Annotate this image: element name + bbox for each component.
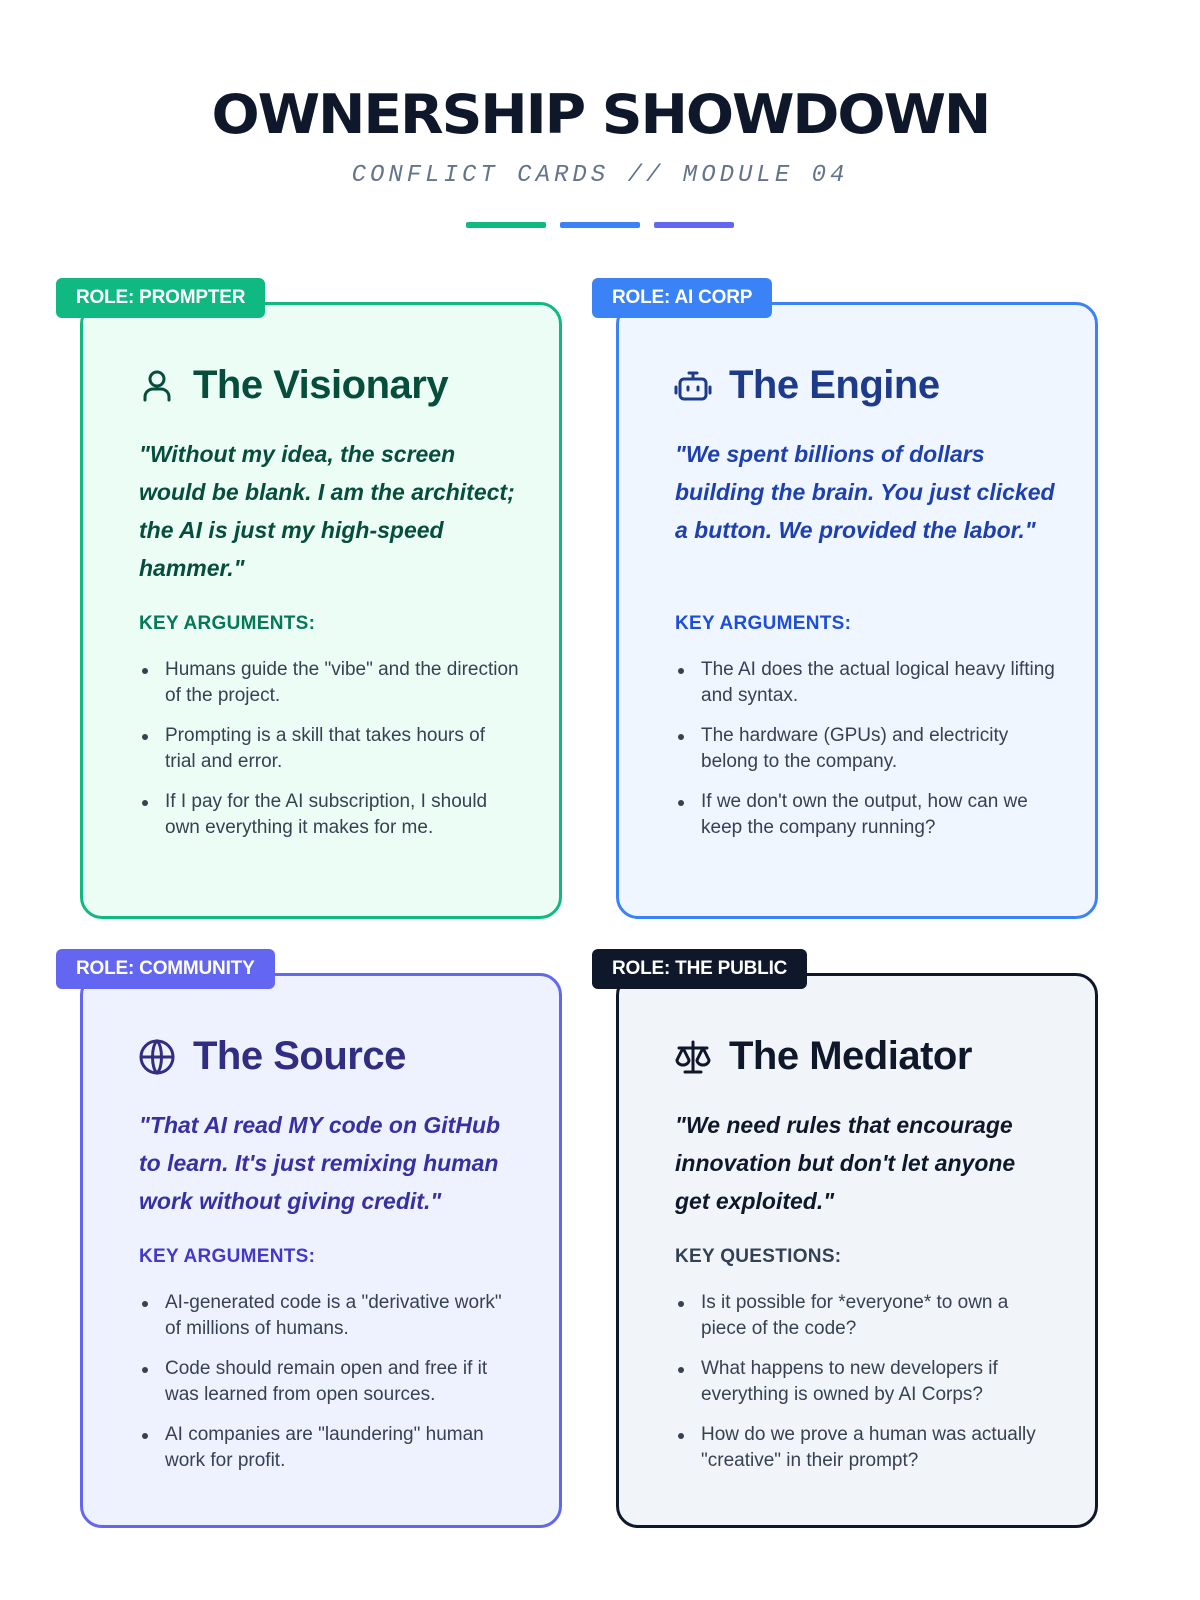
question-list: [675, 1290, 1055, 1488]
card-quote: "Without my idea, the screen would be blank. I am the architect; the AI is just my high-speed hammer.": [139, 441, 515, 581]
section-label: KEY ARGUMENTS:: [139, 613, 316, 634]
card-title: [137, 363, 448, 408]
card-engine: [616, 302, 1098, 919]
card-quote: "That AI read MY code on GitHub to learn. It's just remixing human work without giving credit.": [139, 1112, 501, 1214]
list-item: If I pay for the AI subscription, I should own everything it makes for me.: [139, 789, 519, 841]
section-label: KEY QUESTIONS:: [675, 1246, 842, 1267]
list-item: Code should remain open and free if it was learned from open sources.: [139, 1356, 519, 1408]
robot-icon: [673, 366, 713, 406]
role-tag-public: ROLE: THE PUBLIC: [592, 949, 807, 989]
list-item: How do we prove a human was actually "creative" in their prompt?: [675, 1422, 1055, 1474]
role-tag-prompter: ROLE: PROMPTER: [56, 278, 265, 318]
card-visionary: [80, 302, 562, 919]
card-quote: "We need rules that encourage innovation but don't let anyone get exploited.": [675, 1112, 1016, 1214]
section-label: KEY ARGUMENTS:: [675, 613, 852, 634]
card-title: [673, 363, 940, 408]
card-mediator: [616, 973, 1098, 1528]
accent-bars: [0, 222, 1200, 228]
list-item: The hardware (GPUs) and electricity belong to the company.: [675, 723, 1055, 775]
page-subtitle: CONFLICT CARDS // MODULE 04: [351, 162, 849, 189]
role-tag-ai-corp: ROLE: AI CORP: [592, 278, 772, 318]
list-item: If we don't own the output, how can we keep the company running?: [675, 789, 1055, 841]
card-title-text: The Engine: [729, 363, 940, 407]
list-item: Prompting is a skill that takes hours of trial and error.: [139, 723, 519, 775]
accent-bar-blue: [560, 222, 640, 228]
role-tag-community: ROLE: COMMUNITY: [56, 949, 275, 989]
card-quote: "We spent billions of dollars building the brain. You just clicked a button. We provided the labor.": [675, 441, 1055, 543]
section-label: KEY ARGUMENTS:: [139, 1246, 316, 1267]
list-item: The AI does the actual logical heavy lifting and syntax.: [675, 657, 1055, 709]
card-title: [137, 1034, 406, 1079]
list-item: AI-generated code is a "derivative work" of millions of humans.: [139, 1290, 519, 1342]
argument-list: [139, 657, 519, 855]
accent-bar-green: [466, 222, 546, 228]
page-title: OWNERSHIP SHOWDOWN: [211, 83, 989, 146]
card-title-text: The Source: [193, 1034, 406, 1078]
list-item: Humans guide the "vibe" and the direction of the project.: [139, 657, 519, 709]
card-title-text: The Visionary: [193, 363, 449, 407]
list-item: AI companies are "laundering" human work for profit.: [139, 1422, 519, 1474]
user-icon: [137, 366, 177, 406]
card-title-text: The Mediator: [729, 1034, 972, 1078]
list-item: Is it possible for *everyone* to own a piece of the code?: [675, 1290, 1055, 1342]
page-header: [0, 80, 1200, 189]
scale-icon: [673, 1037, 713, 1077]
argument-list: [675, 657, 1055, 855]
list-item: What happens to new developers if everything is owned by AI Corps?: [675, 1356, 1055, 1408]
globe-icon: [137, 1037, 177, 1077]
argument-list: [139, 1290, 519, 1488]
card-title: [673, 1034, 972, 1079]
accent-bar-indigo: [654, 222, 734, 228]
card-source: [80, 973, 562, 1528]
